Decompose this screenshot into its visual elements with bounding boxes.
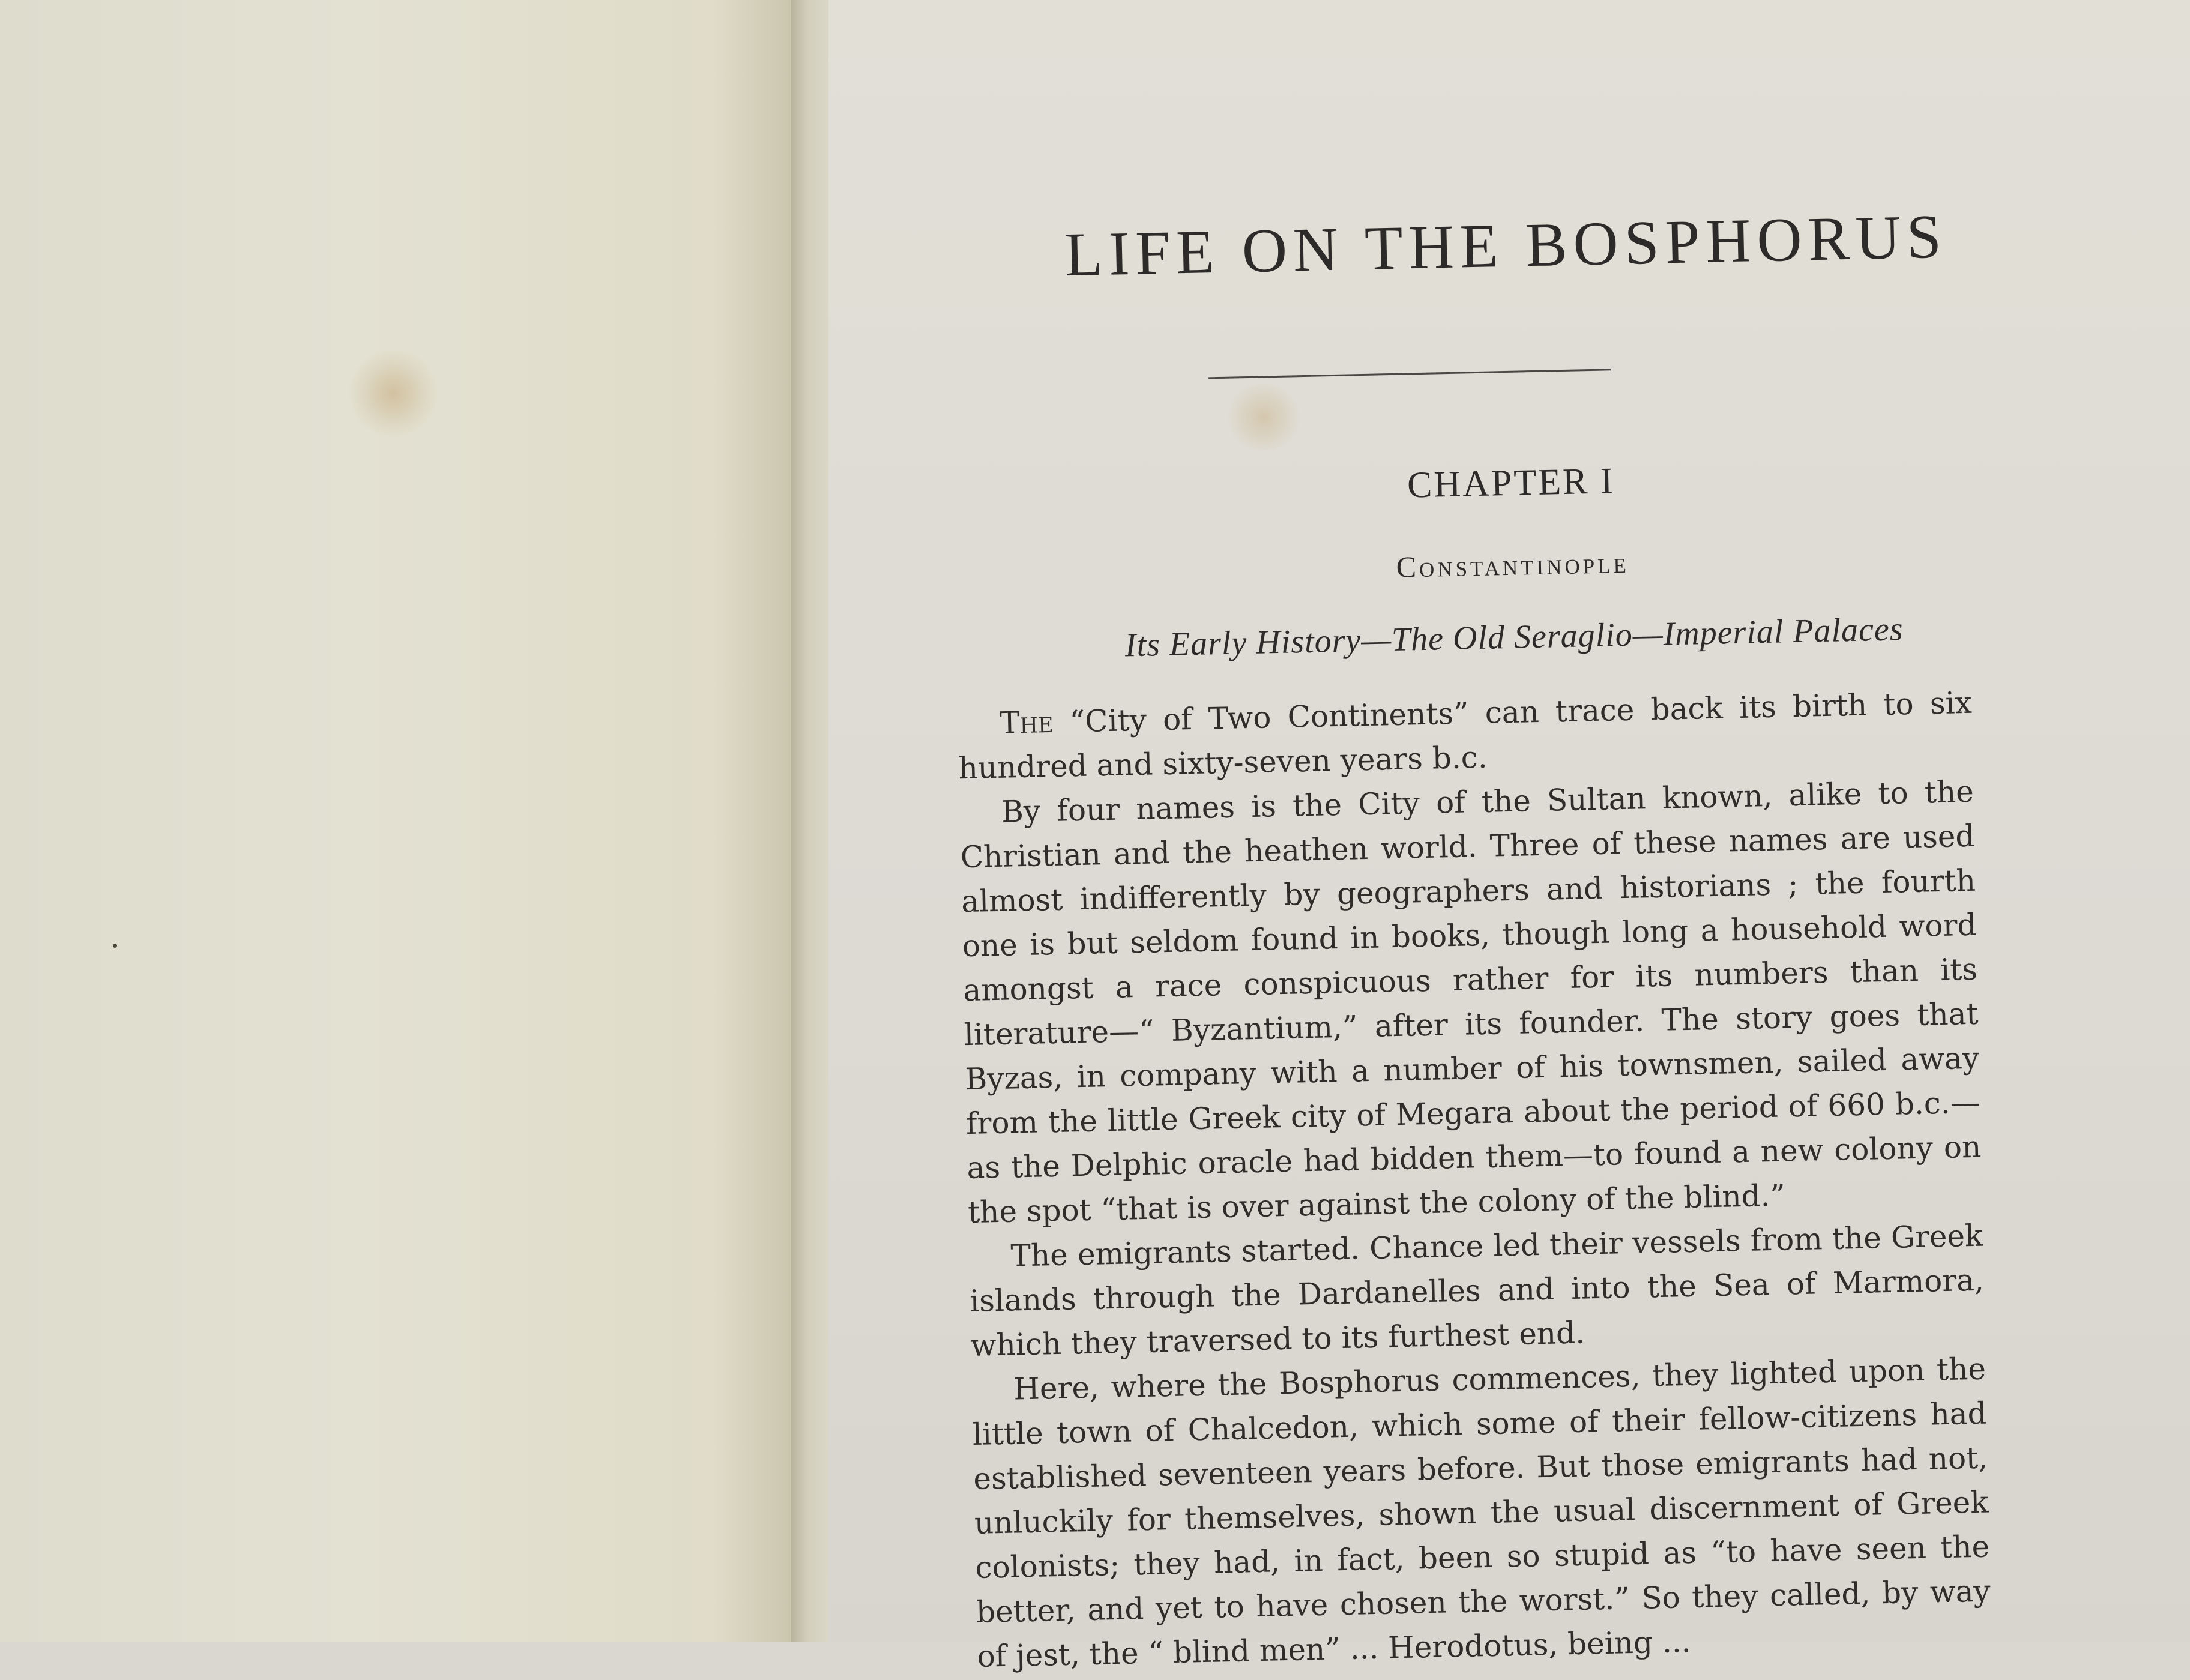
- chapter-heading: CHAPTER I: [1407, 460, 1615, 506]
- paragraph-lead: The: [999, 704, 1054, 741]
- book-title: LIFE ON THE BOSPHORUS: [1064, 202, 1948, 290]
- paragraph: [959, 769, 1982, 1235]
- book-gutter: [791, 0, 833, 1642]
- chapter-subtitle: Its Early History—The Old Seraglio—Imperial Palaces: [1124, 610, 1904, 664]
- paragraph-text: “City of Two Continents” can trace back its birth to six hundred and sixty-seven years b.c.: [958, 685, 1973, 786]
- paragraph: [971, 1347, 1992, 1679]
- page-content: [876, 0, 2159, 1674]
- paragraph-text: The emigrants started. Chance led their vessels from the Greek islands through the Dardanelles and into the Sea of Marmora, which they traversed to its furthest end.: [969, 1218, 1985, 1363]
- paragraph-text: By four names is the City of the Sultan known, alike to the Christian and the heathen world. Three of these names are used almost indifferently by geographers and historians ; the fourth one is but seldom found in books, though long a household word amongst a race conspicuous rather for its numbers than its literature—“ Byzantium,” after its founder. The story goes that Byzas, in company with a number of his townsmen, sailed away from the little Greek city of Megara about the period of 660 b.c.—as the Delphic oracle had bidden them—to found a new colony on the spot “that is over against the colony of the blind.”: [960, 774, 1982, 1230]
- foxing-stain: [348, 348, 438, 438]
- section-title: Constantinople: [1396, 545, 1630, 584]
- title-rule: [1208, 369, 1611, 379]
- ink-speck: [113, 944, 117, 948]
- paragraph-text: Here, where the Bosphorus commences, they lighted upon the little town of Chalcedon, which some of their fellow-citizens had established seventeen years before. But those emigrants had not, unluckily for themselves, shown the usual discernment of Greek colonists; they had, in fact, been so stupid as “to have seen the better, and yet to have chosen the worst.” So they called, by way of jest, the “ blind men” ... Herodotus, being ...: [972, 1351, 1991, 1674]
- left-blank-page: [0, 0, 793, 1642]
- right-text-page: [828, 0, 2190, 1674]
- body-text: [957, 681, 1992, 1679]
- paragraph: [968, 1214, 1985, 1368]
